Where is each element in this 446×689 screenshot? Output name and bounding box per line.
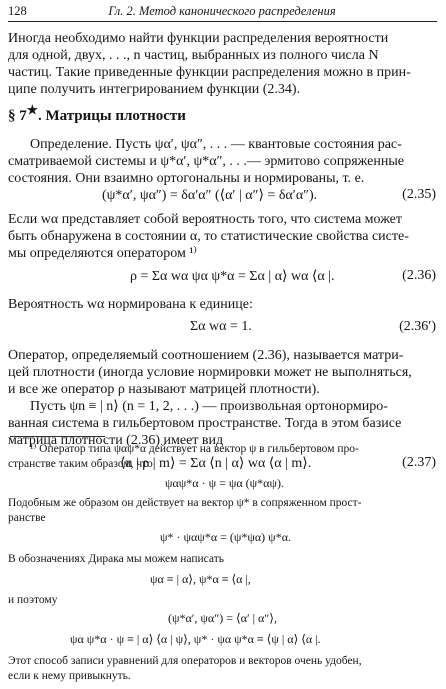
footnote-line: В обозначениях Дирака мы можем написать <box>8 553 225 565</box>
text-line: Если wα представляет собой вероятность того, что система может <box>8 212 403 227</box>
text-line: Вероятность wα нормирована к единице: <box>8 297 253 312</box>
footnote <box>8 654 438 683</box>
text-line: частиц. Такие приведенные функции распределения можно в прин- <box>8 65 411 80</box>
page-number: 128 <box>8 4 27 18</box>
footnote-line: Подобным же образом он действует на вектор ψ* в сопряженном прост- <box>8 497 362 509</box>
equation-number: (2.36′) <box>399 319 436 334</box>
footnote-formula: ψα ≡ | α⟩, ψ*α ≡ ⟨α |, <box>150 572 251 586</box>
text-line: и все же оператор ρ называют матрицей плотности). <box>8 382 320 397</box>
text-line: матрица плотности (2.36) имеет вид <box>8 433 224 448</box>
text-line: Пусть ψn ≡ | n⟩ (n = 1, 2, . . .) — произвольная ортонормиро- <box>30 399 388 414</box>
section-number: § 7 <box>8 108 27 124</box>
equation-body: ⟨n | ρ | m⟩ = Σα ⟨n | α⟩ wα ⟨α | m⟩. <box>120 456 312 471</box>
footnote-formula: ψ* · ψαψ*α = (ψ*ψα) ψ*α. <box>160 530 291 544</box>
definition-paragraph <box>8 136 438 187</box>
footnote <box>8 593 438 608</box>
footnote <box>8 442 438 471</box>
footnote-line: Этот способ записи уравнений для операторов и векторов очень удобен, <box>8 655 362 667</box>
text-line: ванная система в гильбертовом пространстве. Тогда в этом базисе <box>8 416 402 431</box>
density-matrix-paragraph <box>8 347 438 449</box>
section-title: . Матрицы плотности <box>37 108 186 124</box>
text-line: Определение. Пусть ψα′, ψα″, . . . — квантовые состояния рас- <box>30 137 402 152</box>
text-line: сматриваемой системы и ψ*α′, ψ*α″, . . .— эрмитово сопряженные <box>8 154 404 169</box>
footnote <box>8 552 438 567</box>
header-rule <box>8 21 437 22</box>
footnote-formula: ψαψ*α · ψ = ψα (ψ*αψ). <box>165 476 284 490</box>
normalization-paragraph <box>8 296 438 313</box>
footnote-line: странстве таким образом, что <box>8 457 153 470</box>
footnote-line: ¹⁾ Оператор типа ψαψ*α действует на вектор ψ в гильбертовом про- <box>30 443 359 455</box>
footnote-formula: (ψ*α′, ψα″) = ⟨α′ | α″⟩, <box>168 611 277 625</box>
footnote-line: и поэтому <box>8 594 58 606</box>
equation-2-36 <box>0 268 446 288</box>
equation-number: (2.36) <box>402 268 436 283</box>
text-line: цей плотности (иногда условие нормировки может не выполняться, <box>8 365 412 380</box>
footnote <box>8 496 438 525</box>
text-line: быть обнаружена в состоянии α, то статистические свойства систе- <box>8 229 409 244</box>
text-line: Оператор, определяемый соотношением (2.36), называется матри- <box>8 348 404 363</box>
probability-paragraph <box>8 211 438 262</box>
page-header <box>8 4 436 20</box>
text-line: для одной, двух, . . ., n частиц, выбранных из полного числа N <box>8 48 379 63</box>
footnote-line: если к нему привыкнуть. <box>8 669 131 682</box>
star-mark: ★ <box>26 103 38 117</box>
equation-2-35 <box>0 187 446 207</box>
footnote-formula: ψα ψ*α · ψ ≡ | α⟩ ⟨α | ψ⟩, ψ* · ψα ψ*α ≡ ⟨ψ | α⟩ ⟨α |. <box>70 632 321 646</box>
equation-number: (2.37) <box>402 455 436 470</box>
text-line: ципе получить интегрированием функции (2.34). <box>8 82 301 97</box>
footnote-line: ранстве <box>8 511 46 524</box>
text-line: мы определяются оператором ¹⁾ <box>8 246 197 261</box>
intro-paragraph <box>8 30 438 98</box>
equation-body: ρ = Σα wα ψα ψ*α = Σα | α⟩ wα ⟨α |. <box>130 269 335 284</box>
text-line: Иногда необходимо найти функции распределения вероятности <box>8 31 389 46</box>
equation-number: (2.35) <box>402 187 436 202</box>
equation-body: (ψ*α′, ψα″) = δα′α″ (⟨α′ | α″⟩ = δα′α″). <box>102 188 318 203</box>
footnote-rule <box>10 436 105 437</box>
section-heading <box>8 102 186 125</box>
equation-2-36-prime <box>0 319 446 339</box>
running-title: Гл. 2. Метод канонического распределения <box>108 4 336 18</box>
equation-body: Σα wα = 1. <box>190 319 252 334</box>
text-line: состояния. Они взаимно ортогональны и нормированы, т. е. <box>8 171 365 186</box>
